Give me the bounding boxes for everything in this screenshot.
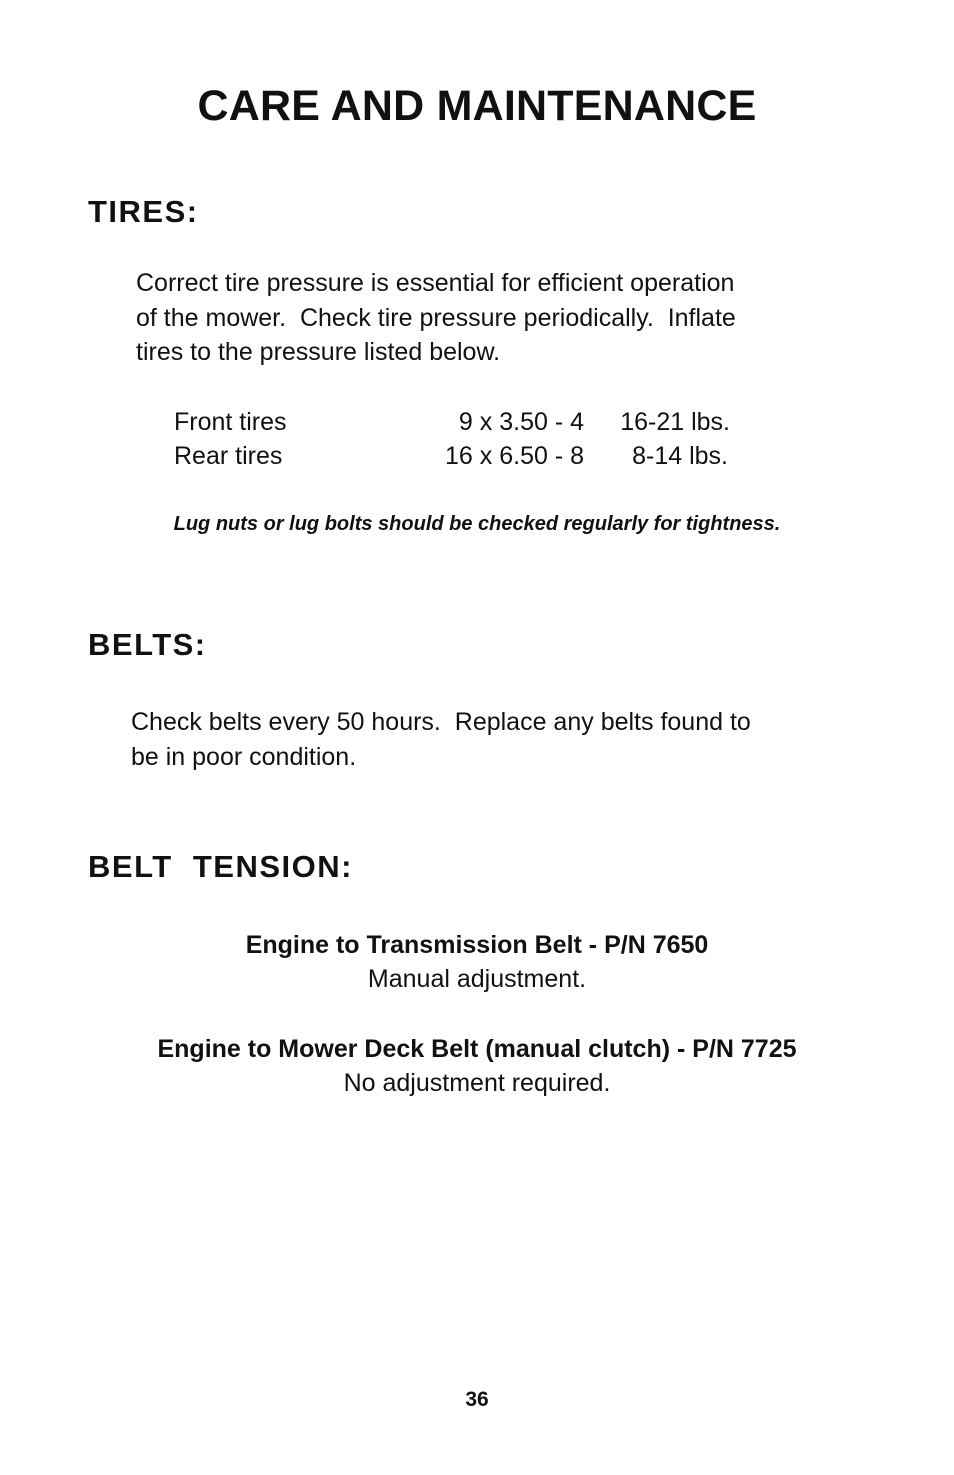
paragraph-line: Correct tire pressure is essential for efficient operation (136, 269, 735, 297)
paragraph-line: of the mower. Check tire pressure periodically. Inflate (136, 303, 736, 332)
tire-spec-name: Front tires (174, 408, 287, 436)
paragraph-line: Check belts every 50 hours. Replace any belts found to (131, 708, 751, 736)
belt-adjustment-description: No adjustment required. (343, 1069, 611, 1097)
tire-spec-pressure: 8-14 lbs. (632, 442, 728, 470)
belts-paragraph (131, 705, 851, 774)
page-number: 36 (465, 1388, 489, 1411)
tire-spec-row-front (0, 405, 954, 439)
belt-tension-item (0, 928, 954, 996)
tire-spec-row-rear (0, 439, 954, 473)
belts-heading: BELTS: (88, 627, 207, 662)
belt-tension-item (0, 1032, 954, 1100)
lug-nut-note: Lug nuts or lug bolts should be checked regularly for tightness. (173, 513, 781, 535)
page-title: CARE AND MAINTENANCE (197, 82, 757, 130)
belt-adjustment-description: Manual adjustment. (367, 965, 587, 993)
belt-tension-heading: BELT TENSION: (88, 849, 353, 884)
tires-paragraph (136, 266, 856, 370)
paragraph-line: tires to the pressure listed below. (136, 338, 501, 366)
paragraph-line: be in poor condition. (131, 742, 357, 771)
belt-name: Engine to Mower Deck Belt (manual clutch) - P/N 7725 (157, 1035, 797, 1063)
tire-spec-size: 16 x 6.50 - 8 (445, 442, 584, 470)
tire-spec-name: Rear tires (174, 442, 283, 470)
tire-spec-size: 9 x 3.50 - 4 (458, 408, 584, 436)
tires-heading: TIRES: (88, 194, 199, 229)
tire-spec-pressure: 16-21 lbs. (620, 408, 730, 436)
belt-name: Engine to Transmission Belt - P/N 7650 (245, 931, 709, 959)
